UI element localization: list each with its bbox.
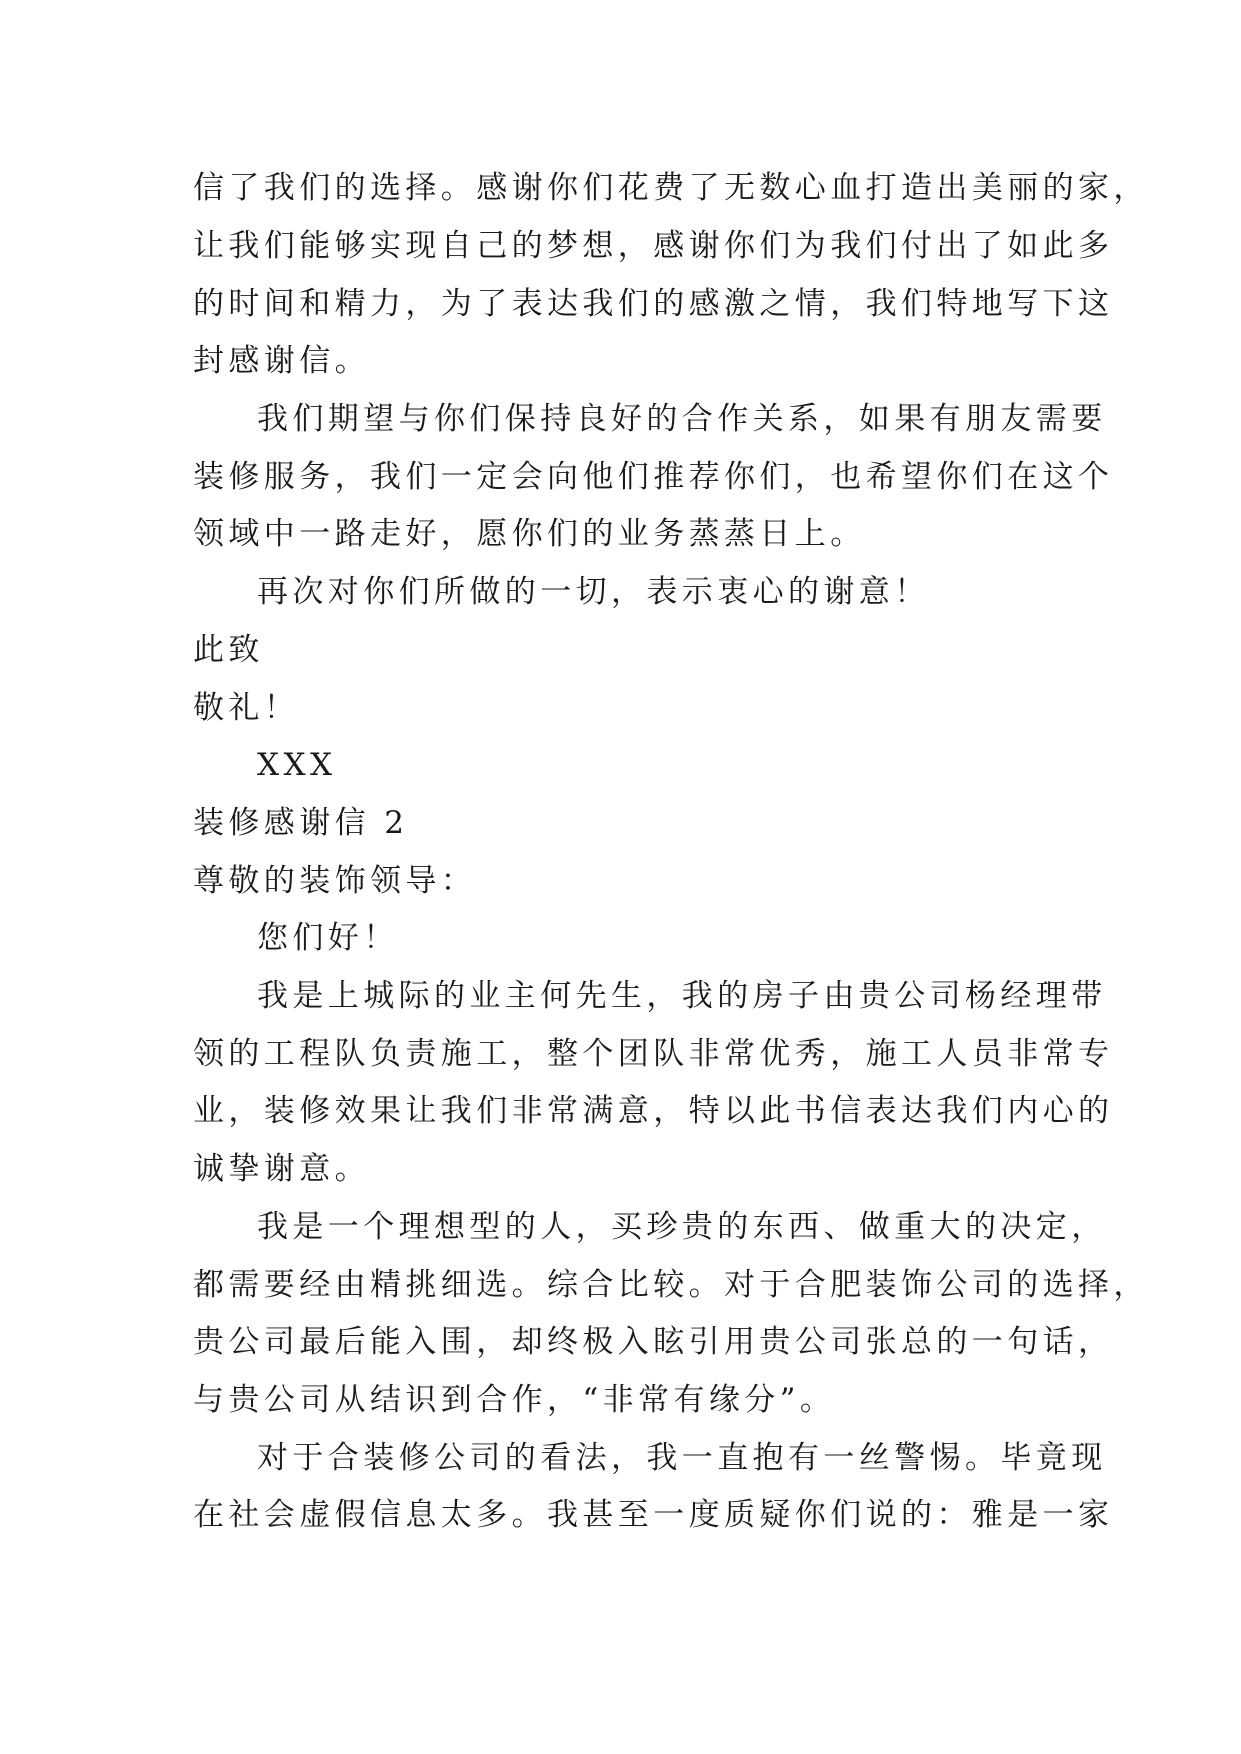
paragraph-line: 贵公司最后能入围，却终极入眩引用贵公司张总的一句话，: [193, 1324, 1114, 1360]
paragraph-line: 我们期望与你们保持良好的合作关系，如果有朋友需要: [257, 401, 1107, 437]
paragraph-line: 领域中一路走好，愿你们的业务蒸蒸日上。: [193, 516, 866, 552]
paragraph-line: 让我们能够实现自己的梦想，感谢你们为我们付出了如此多: [193, 228, 1114, 264]
paragraph-line: 与贵公司从结识到合作，“非常有缘分”。: [193, 1382, 836, 1418]
closing-line: 再次对你们所做的一切，表示衷心的谢意！: [257, 574, 930, 610]
paragraph-line: 都需要经由精挑细选。综合比较。对于合肥装饰公司的选择，: [193, 1267, 1149, 1303]
paragraph-line: 装修服务，我们一定会向他们推荐你们，也希望你们在这个: [193, 459, 1114, 495]
paragraph-line: 业，装修效果让我们非常满意，特以此书信表达我们内心的: [193, 1093, 1114, 1129]
greeting-line: 您们好！: [257, 920, 399, 956]
paragraph-line: 我是一个理想型的人，买珍贵的东西、做重大的决定，: [257, 1209, 1107, 1245]
paragraph-line: 封感谢信。: [193, 343, 370, 379]
paragraph-line: 领的工程队负责施工，整个团队非常优秀，施工人员非常专: [193, 1036, 1114, 1072]
paragraph-line: 对于合装修公司的看法，我一直抱有一丝警惕。毕竟现: [257, 1440, 1107, 1476]
salutation-line: 此致: [193, 632, 264, 668]
paragraph-line: 在社会虚假信息太多。我甚至一度质疑你们说的：雅是一家: [193, 1497, 1114, 1533]
paragraph-line: 我是上城际的业主何先生，我的房子由贵公司杨经理带: [257, 978, 1107, 1014]
paragraph-line: 的时间和精力，为了表达我们的感激之情，我们特地写下这: [193, 286, 1114, 322]
paragraph-line: 信了我们的选择。感谢你们花费了无数心血打造出美丽的家，: [193, 170, 1149, 206]
letter-title: 装修感谢信 2: [193, 805, 409, 841]
salutation-line: 敬礼！: [193, 690, 300, 726]
addressee-line: 尊敬的装饰领导：: [193, 863, 477, 899]
signature-line: XXX: [257, 747, 337, 783]
paragraph-line: 诚挚谢意。: [193, 1151, 370, 1187]
